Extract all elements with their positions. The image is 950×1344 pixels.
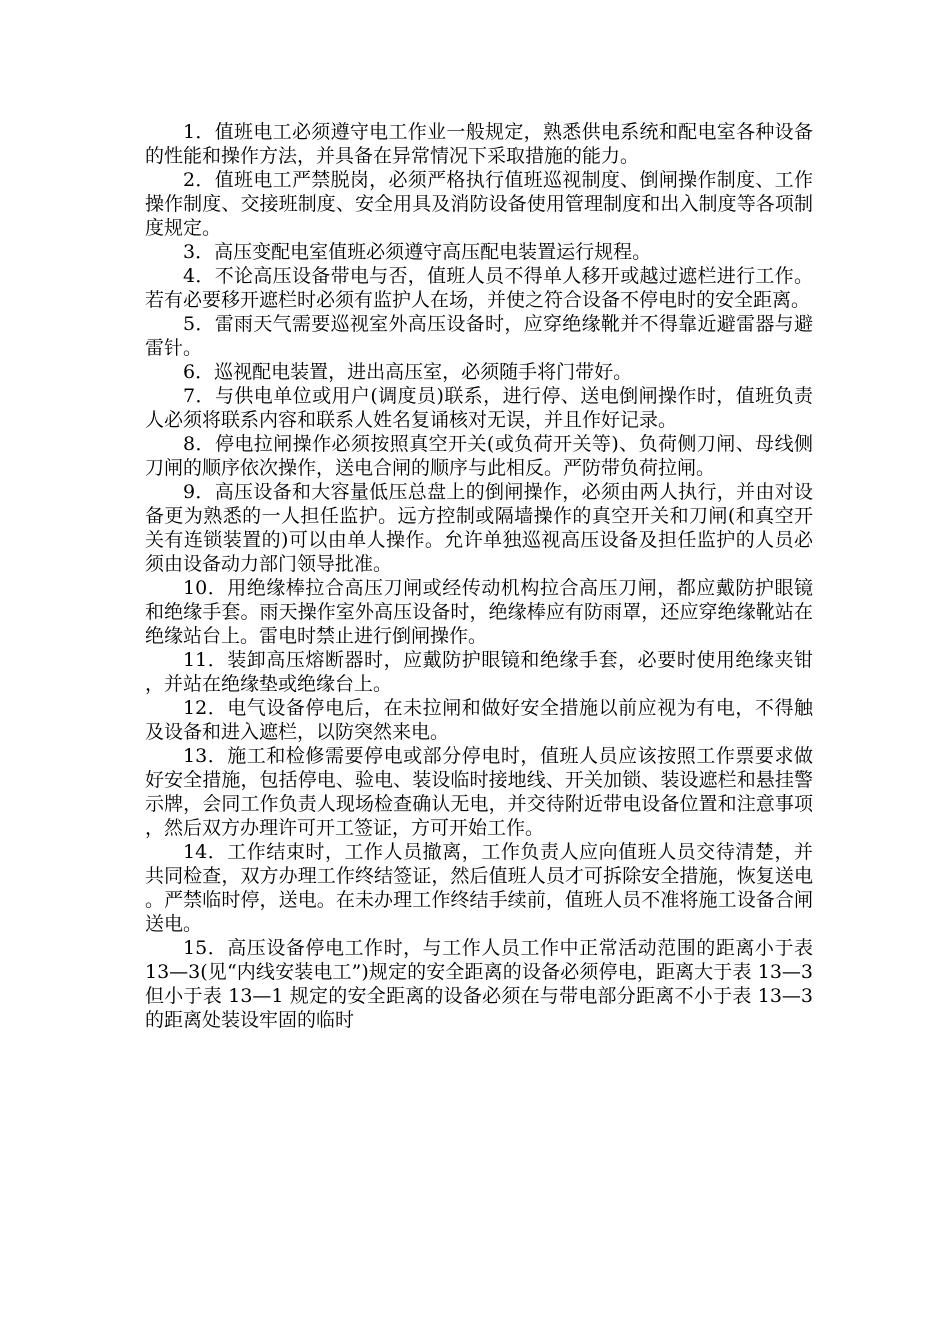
paragraph-2: 2．值班电工严禁脱岗，必须严格执行值班巡视制度、倒闸操作制度、工作操作制度、交接班制度、安全用具及消防设备使用管理制度和出入制度等各项制度规定。 [145, 169, 813, 239]
paragraph-1: 1．值班电工必须遵守电工作业一般规定，熟悉供电系统和配电室各种设备的性能和操作方法，并具备在异常情况下采取措施的能力。 [145, 121, 813, 167]
paragraph-9: 9．高压设备和大容量低压总盘上的倒闸操作，必须由两人执行，并由对设备更为熟悉的一人担任监护。远方控制或隔墙操作的真空开关和刀闸(和真空开关有连锁装置的)可以由单人操作。允许单独巡视高压设备及担任监护的人员必须由设备动力部门领导批准。 [145, 481, 813, 575]
paragraph-8: 8．停电拉闸操作必须按照真空开关(或负荷开关等)、负荷侧刀闸、母线侧刀闸的顺序依次操作，送电合闸的顺序与此相反。严防带负荷拉闸。 [145, 433, 813, 479]
document-body [145, 120, 813, 1032]
paragraph-7: 7．与供电单位或用户(调度员)联系，进行停、送电倒闸操作时，值班负责人必须将联系内容和联系人姓名复诵核对无误，并且作好记录。 [145, 385, 813, 431]
paragraph-14: 14．工作结束时，工作人员撤离，工作负责人应向值班人员交待清楚，并共同检查，双方办理工作终结签证，然后值班人员才可拆除安全措施，恢复送电。严禁临时停，送电。在未办理工作终结手续前，值班人员不准将施工设备合闸送电。 [145, 841, 813, 935]
paragraph-13: 13．施工和检修需要停电或部分停电时，值班人员应该按照工作票要求做好安全措施，包括停电、验电、装设临时接地线、开关加锁、装设遮栏和悬挂警示牌，会同工作负责人现场检查确认无电，并交待附近带电设备位置和注意事项，然后双方办理许可开工签证，方可开始工作。 [145, 745, 813, 839]
paragraph-15: 15．高压设备停电工作时，与工作人员工作中正常活动范围的距离小于表 13—3(见“内线安装电工”)规定的安全距离的设备必须停电，距离大于表 13—3 但小于表 13—1 规定的安全距离的设备必须在与带电部分距离不小于表 13—3 的距离处装设牢固的临时 [145, 937, 813, 1031]
paragraph-10: 10．用绝缘棒拉合高压刀闸或经传动机构拉合高压刀闸，都应戴防护眼镜和绝缘手套。雨天操作室外高压设备时，绝缘棒应有防雨罩，还应穿绝缘靴站在绝缘站台上。雷电时禁止进行倒闸操作。 [145, 577, 813, 647]
paragraph-3: 3．高压变配电室值班必须遵守高压配电装置运行规程。 [183, 241, 652, 263]
paragraph-12: 12．电气设备停电后，在未拉闸和做好安全措施以前应视为有电，不得触及设备和进入遮栏，以防突然来电。 [145, 697, 813, 743]
paragraph-4: 4．不论高压设备带电与否，值班人员不得单人移开或越过遮栏进行工作。若有必要移开遮栏时必须有监护人在场，并使之符合设备不停电时的安全距离。 [145, 265, 813, 311]
paragraph-6: 6．巡视配电装置，进出高压室，必须随手将门带好。 [183, 361, 633, 383]
paragraph-5: 5．雷雨天气需要巡视室外高压设备时，应穿绝缘靴并不得靠近避雷器与避雷针。 [145, 313, 813, 359]
paragraph-11: 11．装卸高压熔断器时，应戴防护眼镜和绝缘手套，必要时使用绝缘夹钳，并站在绝缘垫或绝缘台上。 [145, 649, 813, 695]
